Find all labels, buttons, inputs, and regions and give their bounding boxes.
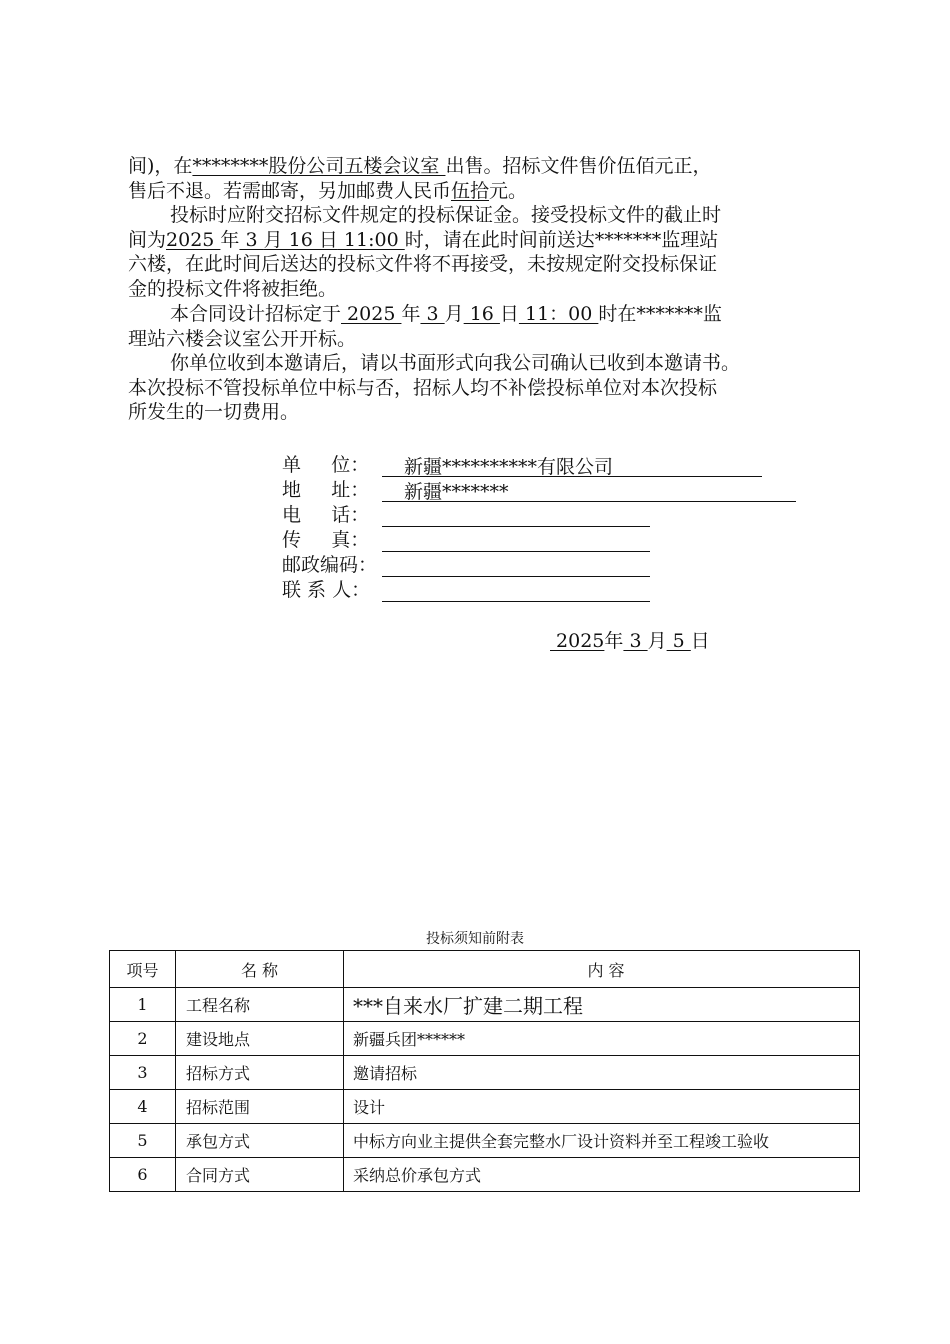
text-line: 六楼，在此时间后送达的投标文件将不再接受，未按规定附交投标保证 bbox=[128, 253, 718, 275]
bid-instructions-table bbox=[109, 950, 860, 1192]
contact-label: 联 系 人： bbox=[282, 579, 371, 601]
signature-row-address bbox=[282, 477, 796, 502]
column-header-content: 内 容 bbox=[344, 951, 860, 988]
address-label: 地 址： bbox=[282, 479, 370, 501]
text-line: 本次投标不管投标单位中标与否，招标人均不补偿投标单位对本次投标 bbox=[128, 376, 718, 399]
paragraph-deadline bbox=[128, 203, 848, 301]
table-row bbox=[110, 1124, 860, 1158]
row-content: 新疆兵团****** bbox=[344, 1022, 860, 1056]
signature-block bbox=[282, 452, 796, 602]
date-month: 3 bbox=[623, 630, 648, 652]
row-name: 建设地点 bbox=[176, 1022, 344, 1056]
fax-label: 传 真： bbox=[282, 529, 370, 551]
text: 间为 bbox=[128, 228, 167, 251]
table-header-row bbox=[110, 951, 860, 988]
deadline-time: 11:00 bbox=[337, 228, 405, 251]
text: 月 bbox=[444, 303, 464, 325]
sale-location: ********股份公司五楼会议室 bbox=[192, 155, 446, 177]
row-name: 合同方式 bbox=[176, 1158, 344, 1192]
signature-row-postcode bbox=[282, 552, 796, 577]
text-line bbox=[128, 302, 848, 327]
unit-value: 新疆**********有限公司 bbox=[382, 455, 762, 477]
row-name: 工程名称 bbox=[176, 988, 344, 1022]
row-name: 承包方式 bbox=[176, 1124, 344, 1158]
paragraph-confirmation bbox=[128, 351, 848, 425]
postcode-value bbox=[382, 555, 650, 577]
row-number: 6 bbox=[110, 1158, 176, 1192]
opening-month: 3 bbox=[420, 303, 445, 325]
row-number: 4 bbox=[110, 1090, 176, 1124]
text-line: 所发生的一切费用。 bbox=[128, 401, 300, 423]
address-value: 新疆******* bbox=[382, 480, 796, 502]
text: 年 bbox=[401, 303, 421, 325]
signature-row-unit bbox=[282, 452, 796, 477]
text: 年 bbox=[604, 630, 624, 652]
postage-amount: 伍拾 bbox=[451, 179, 490, 202]
opening-day: 16 bbox=[463, 303, 500, 325]
row-number: 1 bbox=[110, 988, 176, 1022]
row-name: 招标范围 bbox=[176, 1090, 344, 1124]
text: 元。 bbox=[489, 179, 528, 202]
row-content: 邀请招标 bbox=[344, 1056, 860, 1090]
row-number: 5 bbox=[110, 1124, 176, 1158]
text: 日 bbox=[499, 303, 519, 325]
text-line: 金的投标文件将被拒绝。 bbox=[128, 277, 338, 300]
signature-row-fax bbox=[282, 527, 796, 552]
paragraph-opening bbox=[128, 302, 848, 351]
phone-value bbox=[382, 505, 650, 527]
table-row bbox=[110, 1056, 860, 1090]
date-year: 2025 bbox=[550, 630, 605, 652]
opening-year: 2025 bbox=[341, 303, 402, 325]
text: 售后不退。若需邮寄，另加邮费人民币 bbox=[128, 179, 452, 202]
column-header-no: 项号 bbox=[110, 951, 176, 988]
text: 出售。招标文件售价伍佰元正， bbox=[445, 155, 712, 177]
text: 本合同设计招标定于 bbox=[170, 303, 342, 325]
row-content: 中标方向业主提供全套完整水厂设计资料并至工程竣工验收 bbox=[344, 1124, 860, 1158]
text: 年 bbox=[220, 228, 240, 251]
text-line: 投标时应附交招标文件规定的投标保证金。接受投标文件的截止时 bbox=[170, 204, 722, 226]
text-line bbox=[128, 154, 848, 179]
date-day: 5 bbox=[666, 630, 691, 652]
document-date bbox=[550, 626, 710, 653]
row-number: 2 bbox=[110, 1022, 176, 1056]
deadline-day: 月 16 日 bbox=[263, 228, 338, 251]
fax-value bbox=[382, 530, 650, 552]
table-row bbox=[110, 1090, 860, 1124]
table-row bbox=[110, 988, 860, 1022]
postcode-label: 邮政编码： bbox=[282, 554, 378, 576]
signature-row-contact bbox=[282, 577, 796, 602]
row-number: 3 bbox=[110, 1056, 176, 1090]
text: 时在*******监 bbox=[598, 303, 722, 325]
deadline-month: 3 bbox=[239, 228, 264, 251]
contact-value bbox=[382, 580, 650, 602]
row-content: 设计 bbox=[344, 1090, 860, 1124]
row-content: 采纳总价承包方式 bbox=[344, 1158, 860, 1192]
deadline-year: 2025 bbox=[166, 228, 221, 251]
table-row bbox=[110, 1022, 860, 1056]
text: 间)，在 bbox=[128, 155, 193, 177]
text-line: 理站六楼会议室公开开标。 bbox=[128, 327, 357, 350]
unit-label: 单 位： bbox=[282, 454, 370, 476]
text-line: 你单位收到本邀请后，请以书面形式向我公司确认已收到本邀请书。 bbox=[170, 352, 741, 374]
table-row bbox=[110, 1158, 860, 1192]
paragraph-sale bbox=[128, 154, 848, 203]
text-line bbox=[128, 179, 848, 204]
text: 月 bbox=[647, 630, 667, 652]
row-content: ***自来水厂扩建二期工程 bbox=[344, 988, 860, 1022]
table-title: 投标须知前附表 bbox=[426, 931, 524, 947]
opening-time: 11：00 bbox=[518, 303, 599, 325]
text: 时，请在此时间前送达*******监理站 bbox=[404, 228, 719, 251]
phone-label: 电 话： bbox=[282, 504, 370, 526]
column-header-name: 名 称 bbox=[176, 951, 344, 988]
signature-row-phone bbox=[282, 502, 796, 527]
text: 日 bbox=[690, 630, 710, 652]
text-line bbox=[128, 228, 848, 253]
row-name: 招标方式 bbox=[176, 1056, 344, 1090]
